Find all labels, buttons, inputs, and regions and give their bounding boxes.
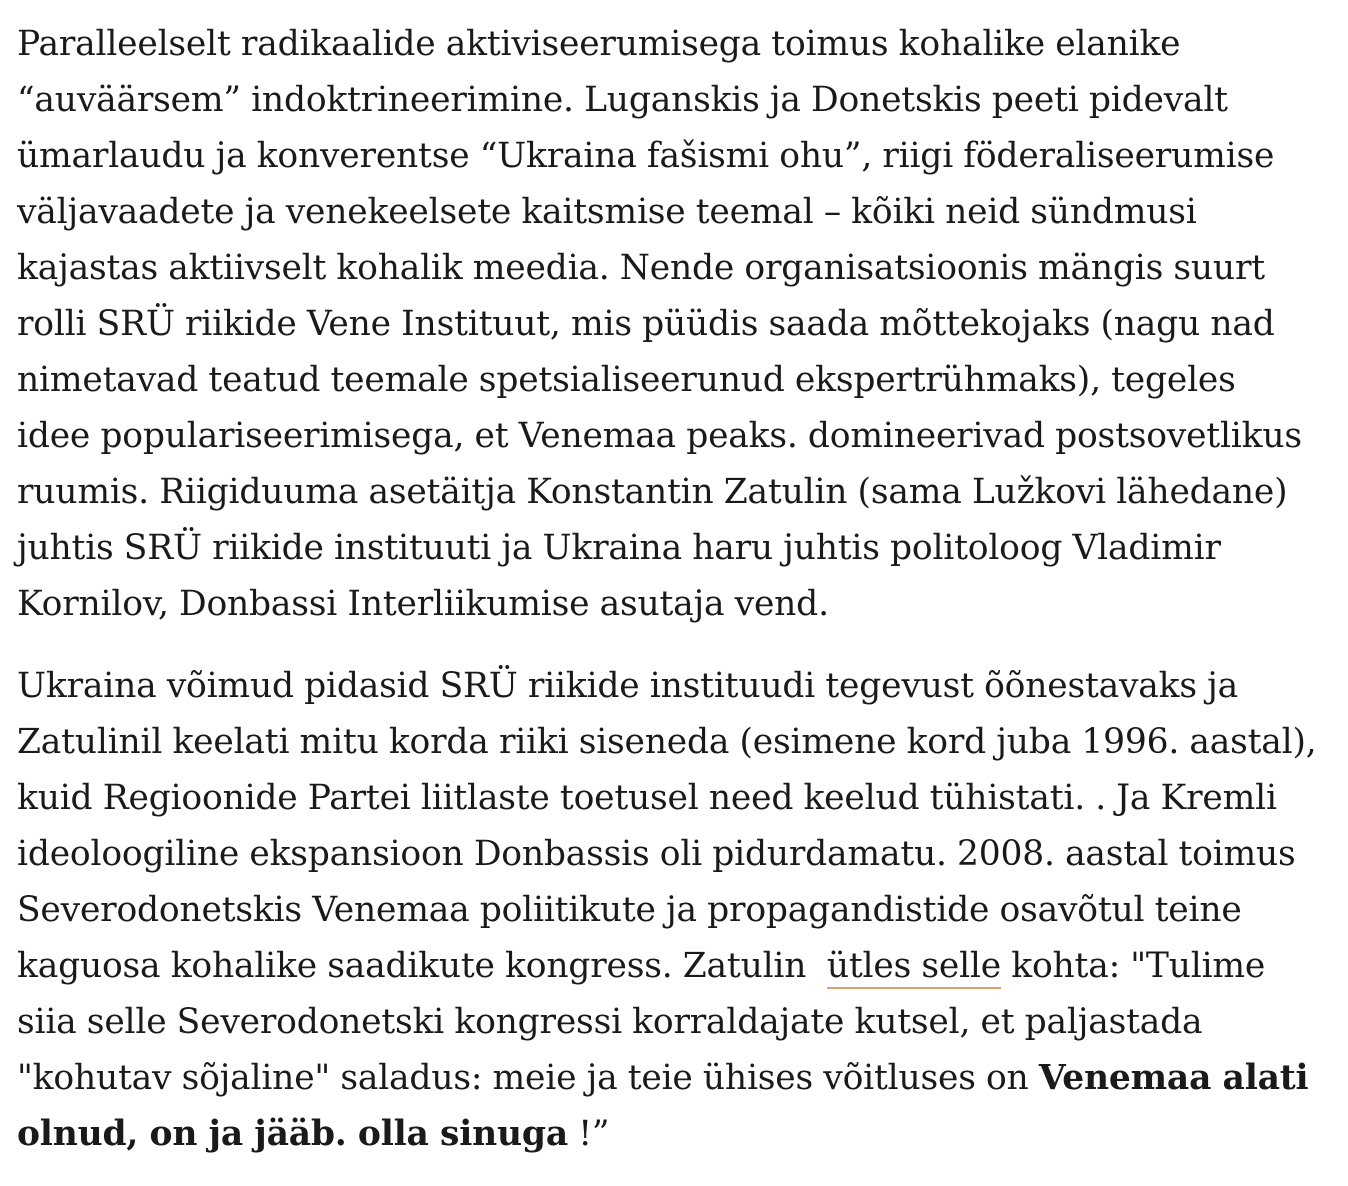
paragraph-2-bold-quote: Venemaa alati olnud, on ja jääb. olla sinuga (17, 1058, 1309, 1154)
paragraph-1: Paralleelselt radikaalide aktiviseerumisega toimus kohalike elanike “auväärsem” indoktrineerimine. Luganskis ja Donetskis peeti pidevalt ümarlaudu ja konverentse “Ukraina fašismi ohu”, riigi föderaliseerumise väljavaadete ja venekeelsete kaitsmise teemal – kõiki neid sündmusi kajastas aktiivselt kohalik meedia. Nende organisatsioonis mängis suurt rolli SRÜ riikide Vene Instituut, mis püüdis saada mõttekojaks (nagu nad nimetavad teatud teemale spetsialiseerunud ekspertrühmaks), tegeles idee populariseerimisega, et Venemaa peaks. domineerivad postsovetlikus ruumis. Riigiduuma asetäitja Konstantin Zatulin (sama Lužkovi lähedane) juhtis SRÜ riikide instituuti ja Ukraina haru juhtis politoloog Vladimir Kornilov, Donbassi Interliikumise asutaja vend. (17, 24, 1302, 624)
paragraph-2-text-after-link: kohta: "Tulime siia selle Severodonetski kongressi korraldajate kutsel, et paljastada "kohutav sõjaline" saladus: meie ja teie ühises võitluses on (17, 946, 1266, 1098)
paragraph-2-text-end: !” (567, 1114, 610, 1154)
quote-source-link[interactable]: ütles selle (827, 946, 1001, 989)
paragraph-2 (17, 658, 1317, 1162)
paragraph-2-text-before-link: Ukraina võimud pidasid SRÜ riikide instituudi tegevust õõnestavaks ja Zatulinil keelati mitu korda riiki siseneda (esimene kord juba 1996. aastal), kuid Regioonide Partei liitlaste toetusel need keelud tühistati. . Ja Kremli ideoloogiline ekspansioon Donbassis oli pidurdamatu. 2008. aastal toimus Severodonetskis Venemaa poliitikute ja propagandistide osavõtul teine kaguosa kohalike saadikute kongress. Zatulin (17, 666, 1317, 986)
